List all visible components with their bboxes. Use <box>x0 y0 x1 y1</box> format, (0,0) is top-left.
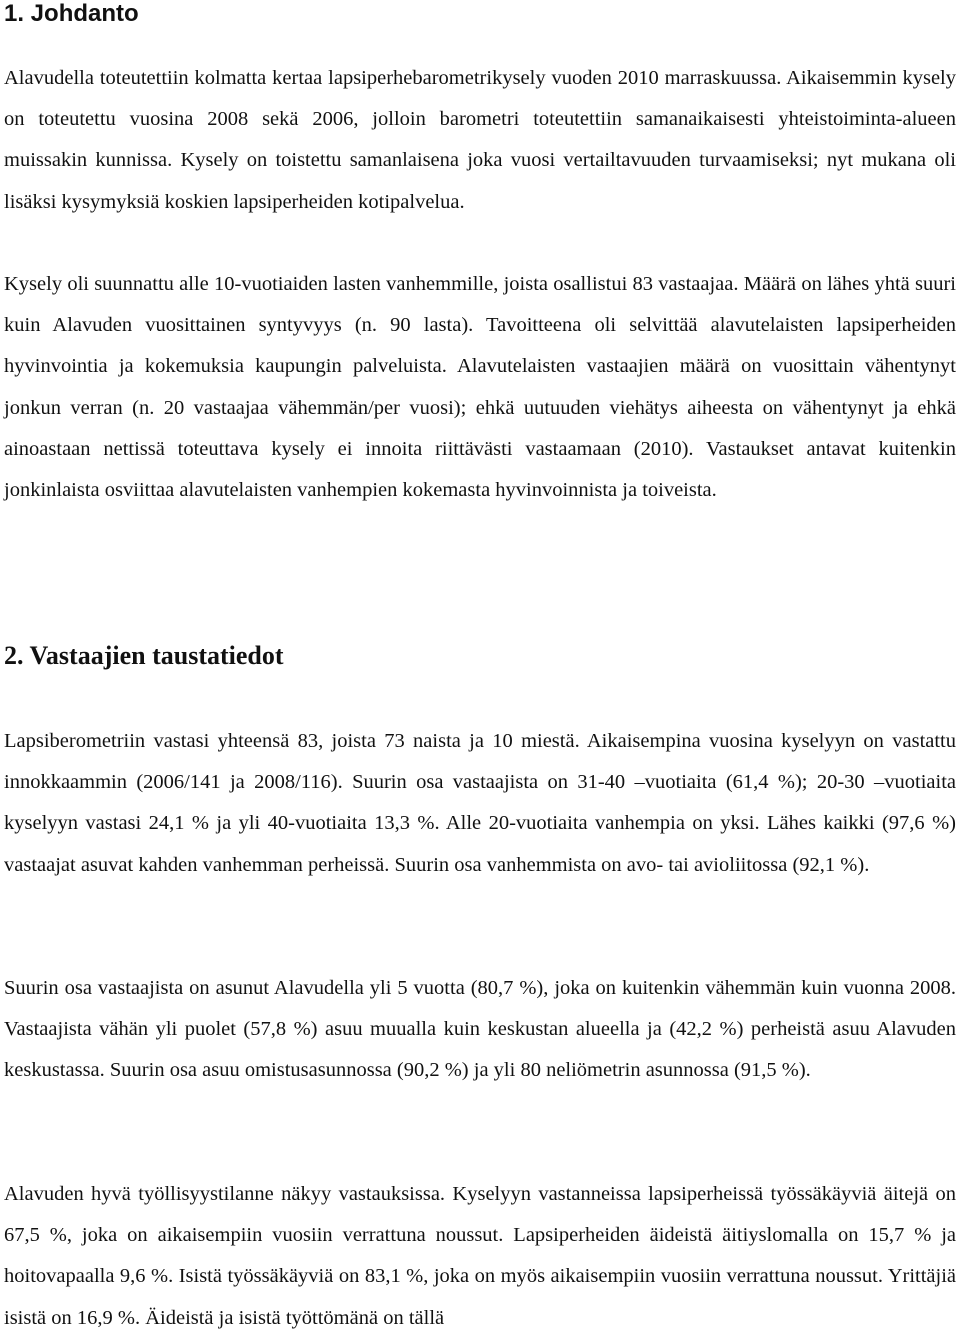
paragraph-background-3: Alavuden hyvä työllisyystilanne näkyy vastauksissa. Kyselyyn vastanneissa lapsiperheissä työssäkäyviä äitejä on 67,5 %, joka on aikaisempiin vuosiin verrattuna noussut. Lapsiperheiden äideistä äitiyslomalla on 15,7 % ja hoitovapaalla 9,6 %. Isistä työssäkäyviä on 83,1 %, joka on myös aikaisempiin vuosiin verrattuna noussut. Yrittäjiä isistä on 16,9 %. Äideistä ja isistä työttömänä on tällä <box>4 1183 956 1329</box>
paragraph-intro-2: Kysely oli suunnattu alle 10-vuotiaiden lasten vanhemmille, joista osallistui 83 vastaajaa. Määrä on lähes yhtä suuri kuin Alavuden vuosittainen syntyvyys (n. 90 lasta). Tavoitteena oli selvittää alavutelaisten lapsiperheiden hyvinvointia ja kokemuksia kaupungin palveluista. Alavutelaisten vastaajien määrä on vuosittain vähentynyt jonkun verran (n. 20 vastaajaa vähemmän/per vuosi); ehkä uutuuden viehätys aiheesta on vähentynyt ja ehkä ainoastaan nettissä toteuttava kysely ei innoita riittävästi vastaamaan (2010). Vastaukset antavat kuitenkin jonkinlaista osviittaa alavutelaisten vanhempien kokemasta hyvinvoinnista ja toiveista. <box>4 273 956 502</box>
paragraph-intro-1: Alavudella toteutettiin kolmatta kertaa lapsiperhebarometrikysely vuoden 2010 marraskuussa. Aikaisemmin kysely on toteutettu vuosina 2008 sekä 2006, jolloin barometri toteutettiin samanaikaisesti yhteistoiminta-alueen muissakin kunnissa. Kysely on toistettu samanlaisena joka vuosi vertailtavuuden turvaamiseksi; nyt mukana oli lisäksi kysymyksiä koskien lapsiperheiden kotipalvelua. <box>4 67 956 213</box>
paragraph-background-2: Suurin osa vastaajista on asunut Alavudella yli 5 vuotta (80,7 %), joka on kuitenkin vähemmän kuin vuonna 2008. Vastaajista vähän yli puolet (57,8 %) asuu muualla kuin keskustan alueella ja (42,2 %) perheistä asuu Alavuden keskustassa. Suurin osa asuu omistusasunnossa (90,2 %) ja yli 80 neliömetrin asunnossa (91,5 %). <box>4 977 956 1082</box>
section-heading-johdanto: 1. Johdanto <box>4 0 139 27</box>
section-heading-taustatiedot: 2. Vastaajien taustatiedot <box>4 641 284 670</box>
paragraph-background-1: Lapsiberometriin vastasi yhteensä 83, joista 73 naista ja 10 miestä. Aikaisempina vuosina kyselyyn on vastattu innokkaammin (2006/141 ja 2008/116). Suurin osa vastaajista on 31-40 –vuotiaita (61,4 %); 20-30 –vuotiaita kyselyyn vastasi 24,1 % ja yli 40-vuotiaita 13,3 %. Alle 20-vuotiaita vanhempia on yksi. Lähes kaikki (97,6 %) vastaajat asuvat kahden vanhemman perheissä. Suurin osa vanhemmista on avo- tai avioliitossa (92,1 %). <box>4 730 956 876</box>
